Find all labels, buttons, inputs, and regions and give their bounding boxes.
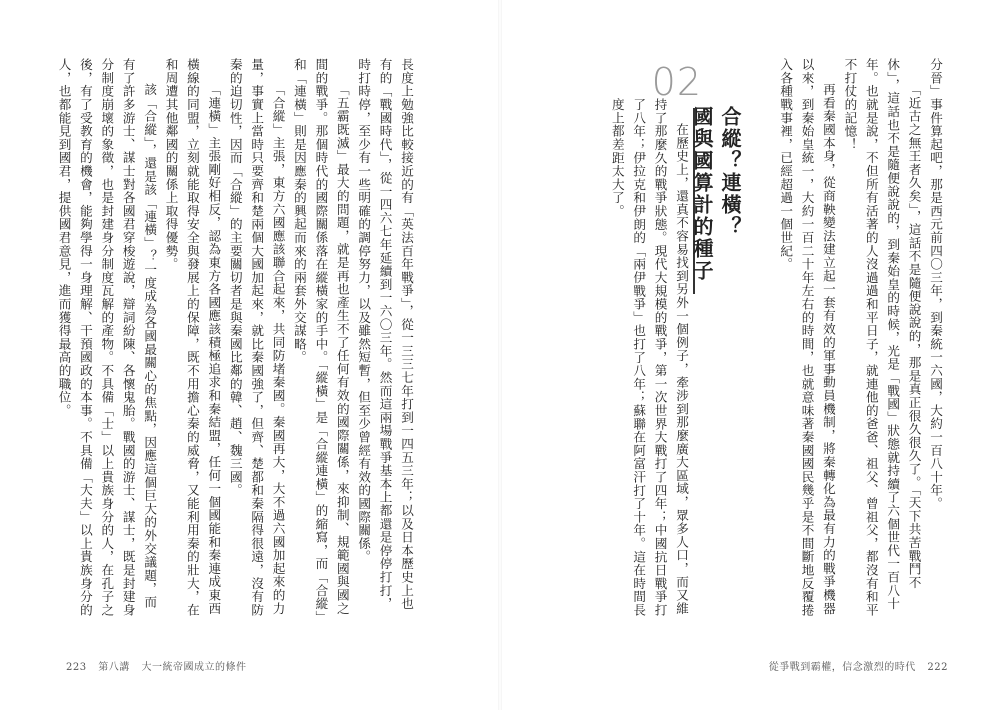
page-gutter	[498, 0, 502, 710]
left-page-body	[53, 58, 417, 618]
section-number: 02	[651, 60, 702, 104]
paragraph: 長度上勉強比較接近的有「英法百年戰爭」，從一三三七年打到一四五三年；以及日本歷史上也有的「戰國時代」，從一四六七年延續到一六〇三年。然而這兩場戰爭基本上都還是停停打打，時打時停，至少有一些明確的調停努力，以及雖然短暫，但至少曾經有效的國際關係。	[356, 58, 414, 611]
paragraph: 「合縱」主張，東方六國應該聯合起來，共同防堵秦國。秦國再大，大不過六國加起來的力量，事實上當時只要齊和楚兩個大國加起來，就比秦國強了，但齊、楚都和秦隔得很遠，沒有防秦的迫切性，因而「合縱」的主要關切者是與秦國比鄰的韓、趙、魏三國。	[227, 58, 286, 617]
section-title-line-2: 國與國算計的種子	[690, 106, 714, 282]
paragraph: 該「合縱」，還是該「連橫」？一度成為各國最關心的焦點，因應這個巨大的外交議題，而有了許多游士、謀士對各國君穿梭遊說，辯詞紛陳、各懷鬼胎。戰國的游士、謀士，既是封建身分制度崩壞的象徵，也是封建身分制度瓦解的產物。不具備「士」以上貴族身分的人，在孔子之後，有了受教育的機會，能夠學得一身理解、干預國政的本事。不具備「大夫」以上貴族身分的人，也都能見到國君，提供國君意見，進而獲得最高的職位。	[56, 58, 158, 617]
paragraph: 「近古之無王者久矣」，這話不是隨便說說的，那是真正很久很久了。「天下共苦戰鬥不休」，這話也不是隨便說說的，到秦始皇的時候，光是「戰國」狀態就持續了六個世代一百八十年。也就是說，不但所有活著的人沒過過和平日子，就連他的爸爸、祖父、曾祖父，都沒有和平不打仗的記憶！	[842, 58, 922, 617]
running-head-chapter: 從爭戰到霸權，信念激烈的時代	[768, 662, 916, 673]
running-head-lecture: 第八講	[98, 662, 130, 673]
page-number: 223	[66, 662, 87, 673]
running-head-chapter: 大一統帝國成立的條件	[141, 662, 247, 673]
paragraph: 「五霸既滅」最大的問題，就是再也產生不了任何有效的國際關係，來抑制、規範國與國之間的戰爭。那個時代的國際關係落在縱橫家的手中。「縱橫」是「合縱連橫」的縮寫，而「合縱」和「連橫」則是因應秦的興起而來的兩套外交謀略。	[291, 58, 350, 618]
section-title-line-1: 合縱？連橫？	[718, 106, 742, 238]
right-page-body-section	[606, 98, 692, 618]
left-page-footer	[62, 658, 250, 673]
paragraph: 再看秦國本身，從商鞅變法建立起一套有效的軍事動員機制，將秦轉化為最有力的戰爭機器以來，到秦始皇統一，大約一百二十年左右的時間，也就意味著秦國國民幾乎是不間斷地反覆捲入各種戰事裡，已經超過一個世紀。	[778, 58, 836, 617]
paragraph: 分晉」事件算起吧，那是西元前四〇三年，到秦統一六國，大約一百八十年。	[928, 58, 943, 511]
right-page-footer	[765, 658, 952, 673]
section-title	[688, 106, 744, 306]
paragraph: 在歷史上，還真不容易找到另外一個例子，牽涉到那麼廣大區域，眾多人口，而又維持了那麼久的戰爭狀態。現代大規模的戰爭，第一次世界大戰打了四年；中國抗日戰爭打了八年；伊拉克和伊朗的「兩伊戰爭」也打了八年；蘇聯在阿富汗打了十年。這在時間長度上都差距太大了。	[609, 98, 689, 617]
right-page-body-top	[775, 58, 946, 618]
page-number: 222	[927, 662, 948, 673]
paragraph: 「連橫」主張剛好相反，認為東方各國應該積極追求和秦結盟，任何一個國能和秦連成東西橫線的同盟，立刻就能取得安全與發展上的保障，既不用擔心秦的威脅，又能利用秦的壯大，在和周遭其他鄰國的關係上取得優勢。	[163, 58, 222, 617]
